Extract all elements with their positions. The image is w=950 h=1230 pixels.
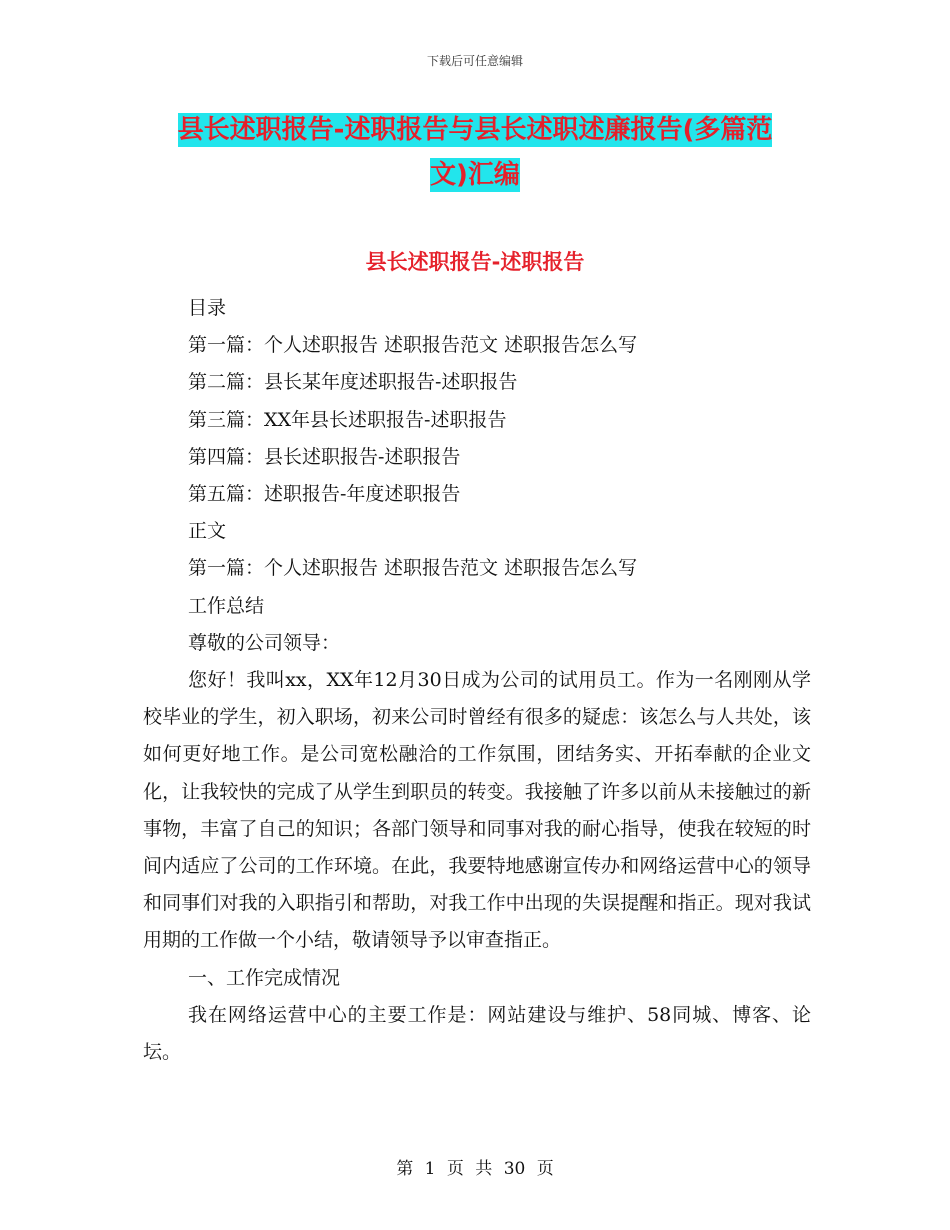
section-heading: 一、工作完成情况 (188, 966, 341, 989)
document-body (143, 290, 811, 1071)
toc-heading: 目录 (188, 297, 227, 319)
work-summary-heading: 工作总结 (188, 594, 265, 617)
toc-item: 第一篇：个人述职报告 述职报告范文 述职报告怎么写 (188, 334, 638, 357)
salutation: 尊敬的公司领导： (188, 631, 341, 654)
header-note: 下载后可任意编辑 (426, 54, 523, 68)
page-footer: 第 1 页 共 30 页 (396, 1159, 554, 1179)
section-title: 第一篇：个人述职报告 述职报告范文 述职报告怎么写 (188, 557, 638, 580)
toc-item: 第四篇：县长述职报告-述职报告 (188, 445, 461, 468)
body-heading: 正文 (188, 520, 227, 543)
toc-item: 第三篇：XX年县长述职报告-述职报告 (188, 408, 507, 431)
document-title (140, 108, 810, 198)
document-title-line1: 县长述职报告-述职报告与县长述职述廉报告(多篇范 (177, 115, 773, 145)
toc-item: 第二篇：县长某年度述职报告-述职报告 (188, 371, 518, 394)
body-paragraph: 您好！我叫xx，XX年12月30日成为公司的试用员工。作为一名刚刚从学校毕业的学生，初入职场，初来公司时曾经有很多的疑虑：该怎么与人共处，该如何更好地工作。是公司宽松融洽的工作氛围，团结务实、开拓奉献的企业文化，让我较快的完成了从学生到职员的转变。我接触了许多以前从未接触过的新事物，丰富了自己的知识；各部门领导和同事对我的耐心指导，使我在较短的时间内适应了公司的工作环境。在此，我要特地感谢宣传办和网络运营中心的领导和同事们对我的入职指引和帮助，对我工作中出现的失误提醒和指正。现对我试用期的工作做一个小结，敬请领导予以审查指正。 (143, 669, 811, 952)
document-subtitle: 县长述职报告-述职报告 (365, 250, 585, 274)
body-paragraph: 我在网络运营中心的主要工作是：网站建设与维护、58同城、博客、论坛。 (143, 1003, 811, 1064)
document-title-line2: 文)汇编 (430, 160, 520, 190)
toc-item: 第五篇：述职报告-年度述职报告 (188, 483, 461, 506)
